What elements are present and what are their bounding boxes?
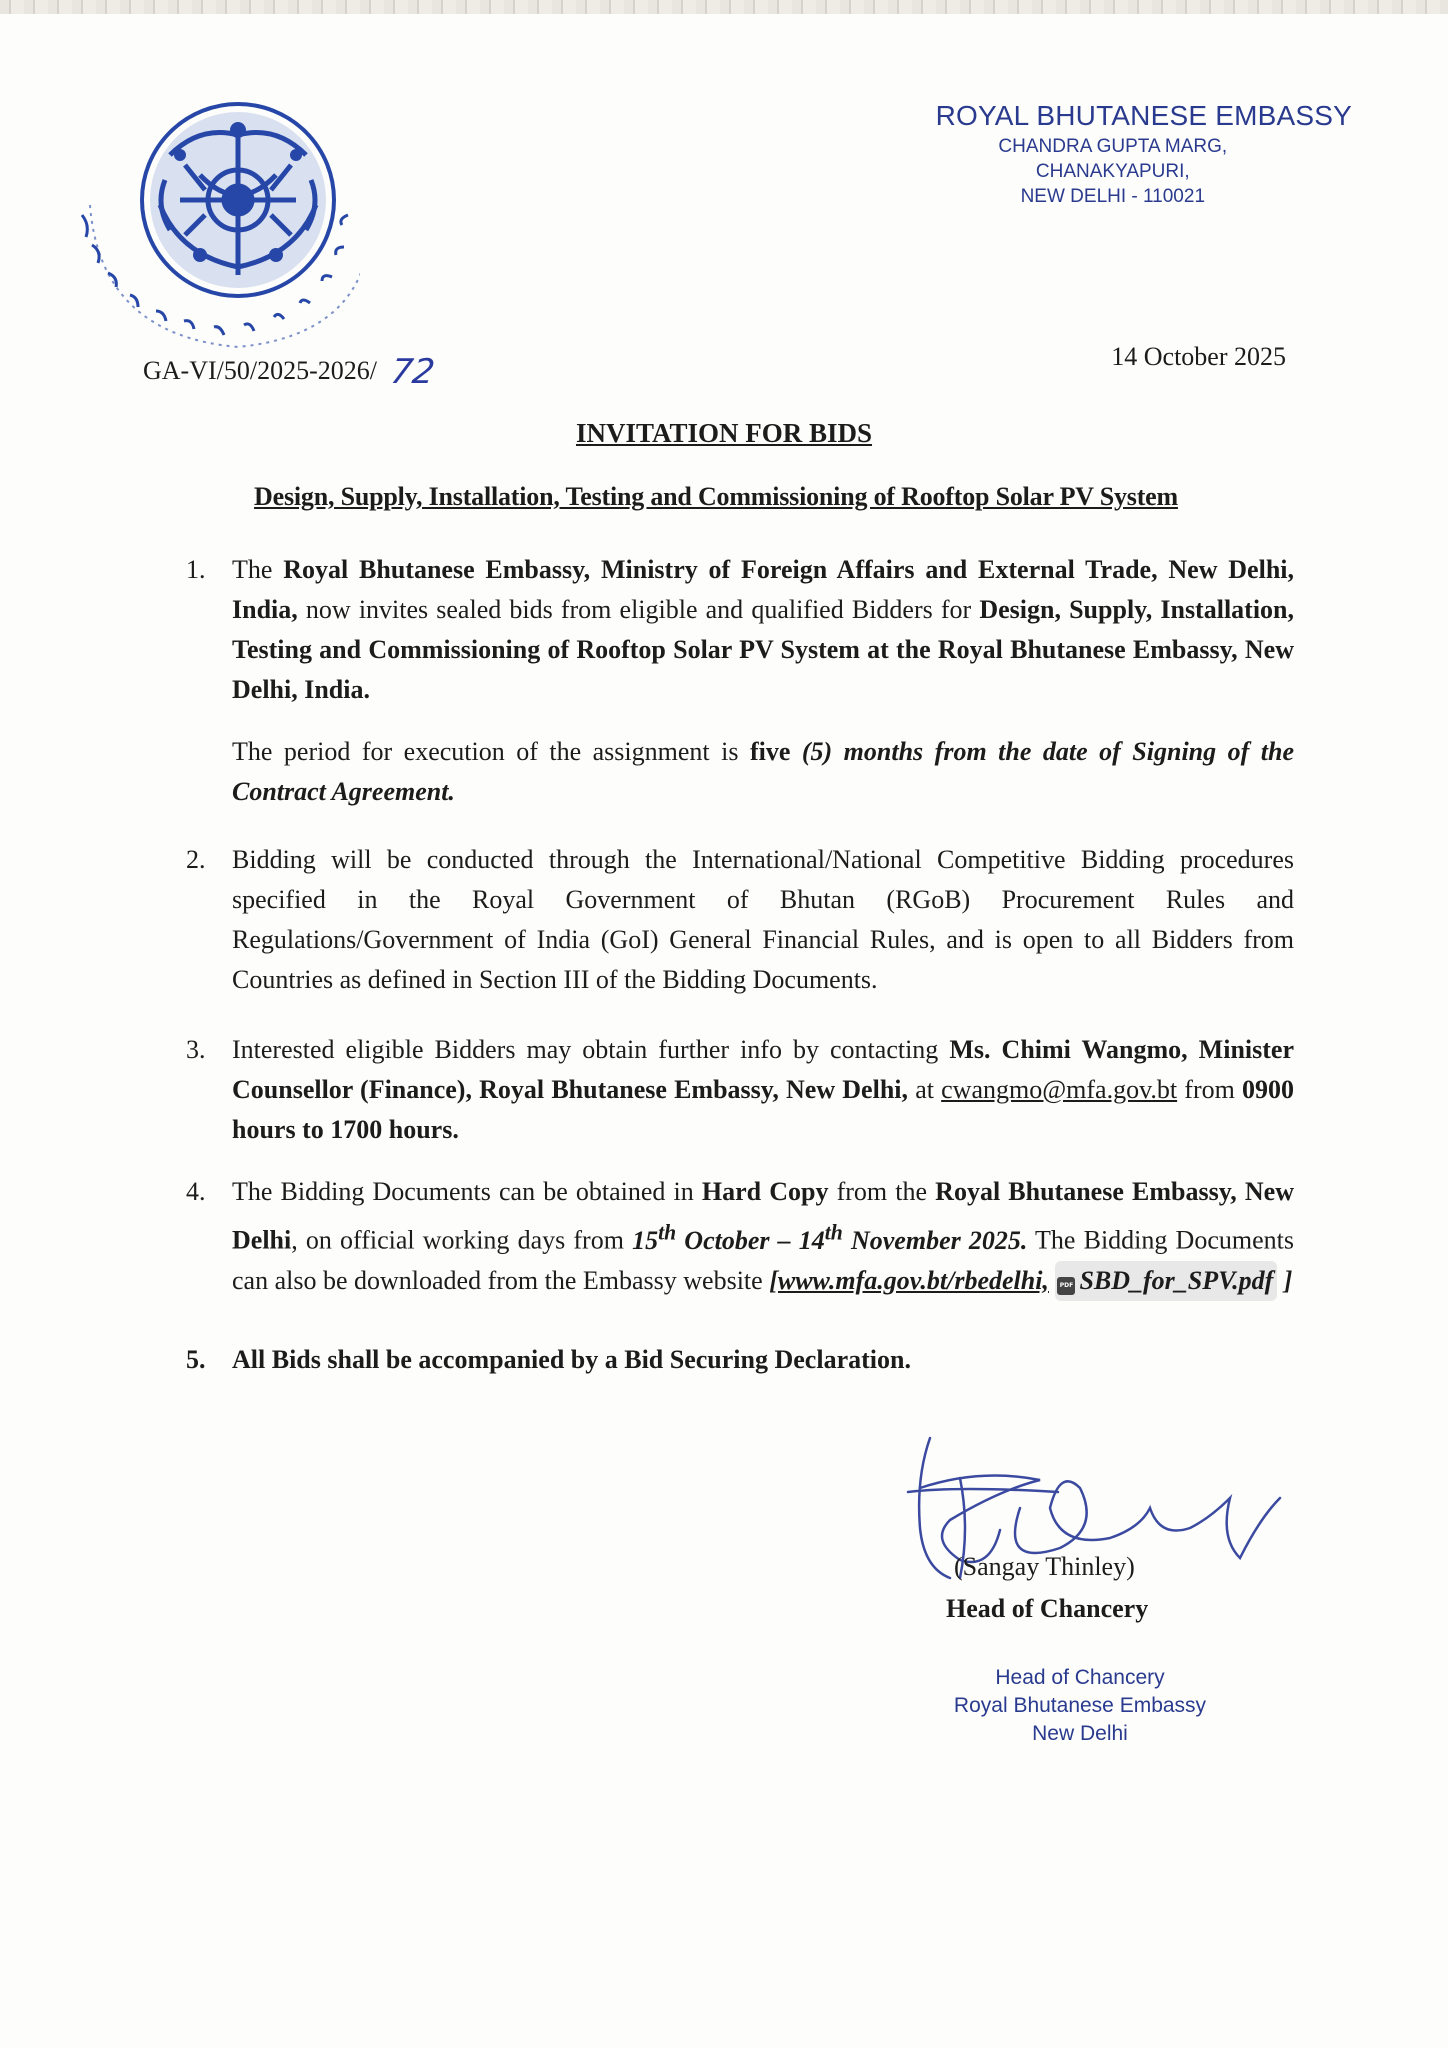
stamp-line-3: New Delhi	[1032, 1722, 1128, 1745]
stamp-line-1: Head of Chancery	[995, 1666, 1165, 1689]
bid-period: 15th October – 14th November 2025.	[632, 1220, 1028, 1255]
item-bold: Design, Supply, Installation, Testing and Commissioning of Rooftop Solar PV System at the Royal Bhutanese Embassy, New Delhi, India.	[232, 595, 1295, 704]
item-text: The Bidding Documents can also be downloaded from the Embassy website	[232, 1225, 1294, 1295]
document-subtitle: Design, Supply, Installation, Testing and Commissioning of Rooftop Solar PV System	[254, 482, 1178, 511]
item-text: from the	[828, 1177, 936, 1206]
office-stamp	[930, 1664, 1230, 1748]
item-text: The Bidding Documents can be obtained in	[232, 1177, 702, 1206]
item-number: 3.	[186, 1035, 206, 1064]
signatory-name: (Sangay Thinley)	[954, 1552, 1135, 1581]
embassy-name: ROYAL BHUTANESE EMBASSY	[935, 100, 1352, 131]
email-link[interactable]: cwangmo@mfa.gov.bt	[941, 1075, 1178, 1104]
item-text: ]	[1277, 1265, 1293, 1295]
item-text: Bidding will be conducted through the International/National Competitive Bidding procedures specified in the Royal Government of Bhutan (RGoB) Procurement Rules and Regulations/Government of India (GoI) General Financial Rules, and is open to all Bidders from Countries as defined in Section III of the Bidding Documents.	[232, 845, 1294, 994]
item-number: 1.	[186, 555, 206, 584]
letterhead	[936, 100, 1352, 209]
item-number: 2.	[186, 845, 206, 874]
list-item-1	[186, 550, 1294, 812]
item-bold: Royal Bhutanese Embassy, Ministry of Foreign Affairs and External Trade, New Delhi, India,	[232, 555, 1295, 624]
list-item-2	[186, 840, 1294, 1000]
item-number: 5.	[186, 1345, 206, 1374]
address-line-2: CHANAKYAPURI,	[1035, 161, 1190, 182]
reference-number	[143, 352, 438, 392]
item-bold: Royal Bhutanese Embassy, New Delhi	[232, 1177, 1294, 1255]
pdf-filename: SBD_for_SPV.pdf	[1079, 1265, 1274, 1295]
list-item-3	[186, 1030, 1294, 1150]
letter-date: 14 October 2025	[1111, 342, 1286, 371]
website-link[interactable]: [www.mfa.gov.bt/rbedelhi,	[769, 1265, 1049, 1295]
item-text: The	[232, 555, 284, 584]
item-bold: five	[749, 737, 791, 766]
item-bold: All Bids shall be accompanied by a Bid Securing Declaration.	[232, 1345, 911, 1374]
bhutan-emblem-icon	[60, 85, 360, 385]
item-bold: Ms. Chimi Wangmo, Minister Counsellor (Finance), Royal Bhutanese Embassy, New Delhi,	[232, 1035, 1294, 1104]
stamp-line-2: Royal Bhutanese Embassy	[953, 1694, 1207, 1717]
item-text: Interested eligible Bidders may obtain further info by contacting	[232, 1035, 950, 1064]
item-bold: Hard Copy	[701, 1177, 829, 1206]
list-item-5	[186, 1340, 1294, 1380]
item-bold-italic: (5) months from the date of Signing of the Contract Agreement.	[232, 737, 1294, 806]
pdf-attachment-chip[interactable]	[1055, 1261, 1277, 1301]
item-text: now invites sealed bids from eligible and qualified Bidders for	[297, 595, 980, 624]
handwritten-reference: 72	[388, 352, 438, 392]
item-bold: 0900 hours to 1700 hours.	[232, 1075, 1295, 1144]
item-text: The period for execution of the assignment is	[232, 737, 750, 766]
address-line-1: CHANDRA GUPTA MARG,	[998, 136, 1228, 157]
address-line-3: NEW DELHI - 110021	[1020, 186, 1206, 207]
item-text: at	[908, 1075, 942, 1104]
list-item-4	[186, 1172, 1294, 1301]
item-text: from	[1177, 1075, 1243, 1104]
document-title: INVITATION FOR BIDS	[575, 418, 873, 448]
item-number: 4.	[186, 1177, 206, 1206]
item-text: , on official working days from	[291, 1225, 633, 1255]
reference-text: GA-VI/50/2025-2026/	[143, 356, 377, 385]
pdf-icon: PDF	[1057, 1277, 1075, 1295]
scan-edge-band	[0, 0, 1448, 14]
signatory-title: Head of Chancery	[946, 1594, 1149, 1623]
